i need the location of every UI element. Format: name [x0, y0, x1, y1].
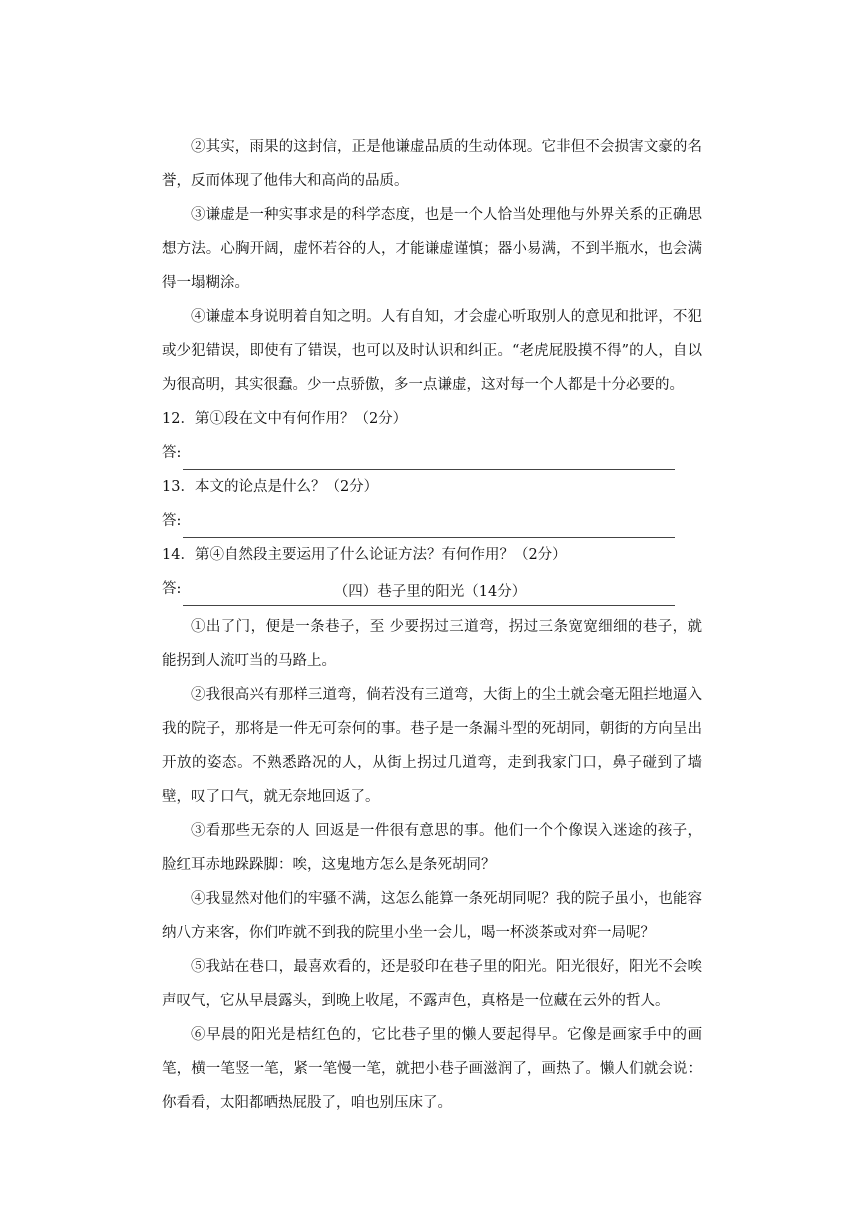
answer-row-12: [162, 436, 702, 470]
section4-body: [162, 610, 702, 1120]
answer-row-13: [162, 504, 702, 538]
section3-body: [162, 130, 702, 606]
question-13: 13．本文的论点是什么？（2分）: [162, 479, 379, 495]
question-14: 14．第④自然段主要运用了什么论证方法？有何作用？（2分）: [162, 547, 567, 563]
paragraph-5: ⑤我站在巷口，最喜欢看的，还是驳印在巷子里的阳光。阳光很好，阳光不会唉声叹气，它从早晨露头，到晚上收尾，不露声色，真格是一位藏在云外的哲人。: [162, 959, 702, 1009]
paragraph-6: ⑥早晨的阳光是桔红色的，它比巷子里的懒人要起得早。它像是画家手中的画笔，横一笔竖一笔，紧一笔慢一笔，就把小巷子画滋润了，画热了。懒人们就会说：你看看，太阳都晒热屁股了，咱也别压床了。: [162, 1027, 702, 1111]
paragraph-3: ③看那些无奈的人 回返是一件很有意思的事。他们一个个像误入迷途的孩子，脸红耳赤地跺跺脚：唉，这鬼地方怎么是条死胡同？: [162, 823, 702, 873]
paragraph-2: ②其实，雨果的这封信，正是他谦虚品质的生动体现。它非但不会损害文豪的名誉，反而体现了他伟大和高尚的品质。: [162, 139, 702, 189]
answer-label: 答:: [162, 581, 182, 597]
paragraph-4: ④我显然对他们的牢骚不满，这怎么能算一条死胡同呢？我的院子虽小，也能容纳八方来客，你们咋就不到我的院里小坐一会儿，喝一杯淡茶或对弈一局呢？: [162, 891, 702, 941]
answer-label: 答:: [162, 513, 182, 529]
answer-line-12[interactable]: [183, 445, 675, 470]
question-12: 12．第①段在文中有何作用？（2分）: [162, 411, 408, 427]
answer-label: 答:: [162, 445, 182, 461]
paragraph-3: ③谦虚是一种实事求是的科学态度，也是一个人恰当处理他与外界关系的正确思想方法。心胸开阔，虚怀若谷的人，才能谦虚谨慎；器小易满，不到半瓶水，也会满得一塌糊涂。: [162, 207, 702, 291]
paragraph-4: ④谦虚本身说明着自知之明。人有自知，才会虚心听取别人的意见和批评，不犯或少犯错误，即使有了错误，也可以及时认识和纠正。“老虎屁股摸不得”的人，自以为很高明，其实很蠢。少一点骄傲，多一点谦虚，这对每一个人都是十分必要的。: [162, 309, 702, 393]
paragraph-2: ②我很高兴有那样三道弯，倘若没有三道弯，大街上的尘土就会毫无阻拦地逼入我的院子，那将是一件无可奈何的事。巷子是一条漏斗型的死胡同，朝街的方向呈出开放的姿态。不熟悉路况的人，从街上拐过几道弯，走到我家门口，鼻子碰到了墙壁，叹了口气，就无奈地回返了。: [162, 687, 702, 805]
answer-line-13[interactable]: [183, 513, 675, 538]
paragraph-1: ①出了门，便是一条巷子，至 少要拐过三道弯，拐过三条宽宽细细的巷子，就能拐到人流叮当的马路上。: [162, 619, 702, 669]
section4-title: （四）巷子里的阳光（14分）: [333, 584, 527, 600]
